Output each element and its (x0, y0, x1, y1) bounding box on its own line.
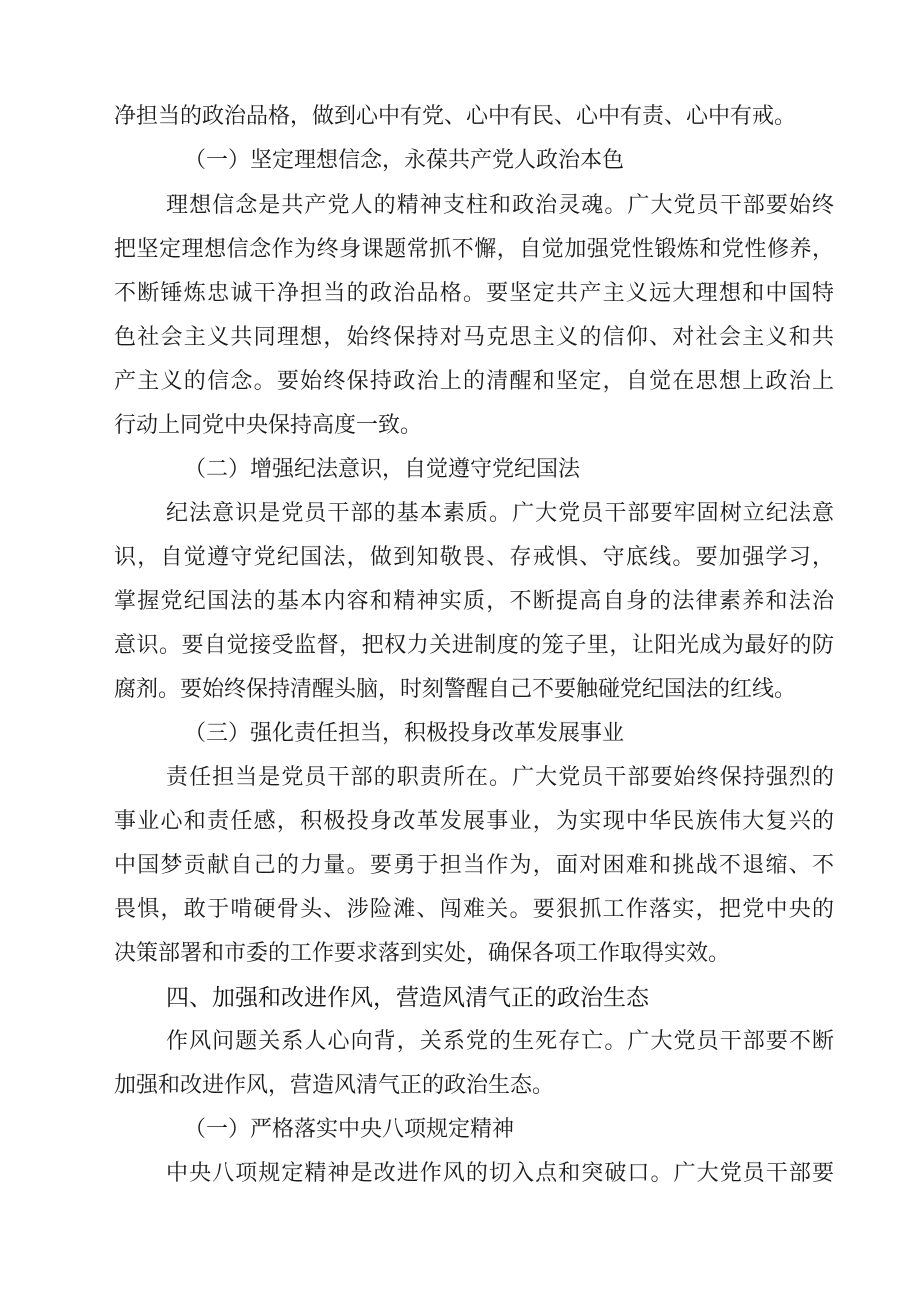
paragraph-line: 中央八项规定精神是改进作风的切入点和突破口。广大党员干部要 (166, 1161, 834, 1186)
paragraph-line: 纪法意识是党员干部的基本素质。广大党员干部要牢固树立纪法意 (166, 501, 834, 526)
paragraph-line: 作风问题关系人心向背，关系党的生死存亡。广大党员干部要不断 (166, 1029, 834, 1054)
paragraph-line: 中国梦贡献自己的力量。要勇于担当作为，面对困难和挑战不退缩、不 (114, 853, 834, 878)
paragraph-line: 行动上同党中央保持高度一致。 (114, 413, 423, 438)
paragraph-line: 意识。要自觉接受监督，把权力关进制度的笼子里，让阳光成为最好的防 (114, 633, 834, 658)
paragraph-line: 理想信念是共产党人的精神支柱和政治灵魂。广大党员干部要始终 (166, 193, 834, 218)
paragraph-line: 事业心和责任感，积极投身改革发展事业，为实现中华民族伟大复兴的 (114, 809, 834, 834)
subheading-3: （三）强化责任担当，积极投身改革发展事业 (184, 721, 625, 746)
paragraph-line: 畏惧，敢于啃硬骨头、涉险滩、闯难关。要狠抓工作落实，把党中央的 (114, 897, 834, 922)
paragraph-line: 不断锤炼忠诚干净担当的政治品格。要坚定共产主义远大理想和中国特 (114, 281, 834, 306)
paragraph-line: 净担当的政治品格，做到心中有党、心中有民、心中有责、心中有戒。 (114, 104, 797, 129)
paragraph-line: 掌握党纪国法的基本内容和精神实质，不断提高自身的法律素养和法治 (114, 589, 834, 614)
paragraph-line: 决策部署和市委的工作要求落到实处，确保各项工作取得实效。 (114, 941, 731, 966)
paragraph-line: 识，自觉遵守党纪国法，做到知敬畏、存戒惧、守底线。要加强学习， (114, 545, 834, 570)
section-heading-4: 四、加强和改进作风，营造风清气正的政治生态 (166, 985, 649, 1011)
paragraph-line: 腐剂。要始终保持清醒头脑，时刻警醒自己不要触碰党纪国法的红线。 (114, 677, 797, 702)
subheading-4-1: （一）严格落实中央八项规定精神 (184, 1117, 515, 1142)
paragraph-line: 色社会主义共同理想，始终保持对马克思主义的信仰、对社会主义和共 (114, 325, 834, 350)
paragraph-line: 责任担当是党员干部的职责所在。广大党员干部要始终保持强烈的 (166, 765, 834, 790)
subheading-1: （一）坚定理想信念，永葆共产党人政治本色 (184, 148, 625, 173)
paragraph-line: 产主义的信念。要始终保持政治上的清醒和坚定，自觉在思想上政治上 (114, 369, 834, 394)
paragraph-line: 把坚定理想信念作为终身课题常抓不懈，自觉加强党性锻炼和党性修养， (114, 237, 834, 262)
paragraph-line: 加强和改进作风，营造风清气正的政治生态。 (114, 1073, 555, 1098)
subheading-2: （二）增强纪法意识，自觉遵守党纪国法 (184, 457, 581, 482)
